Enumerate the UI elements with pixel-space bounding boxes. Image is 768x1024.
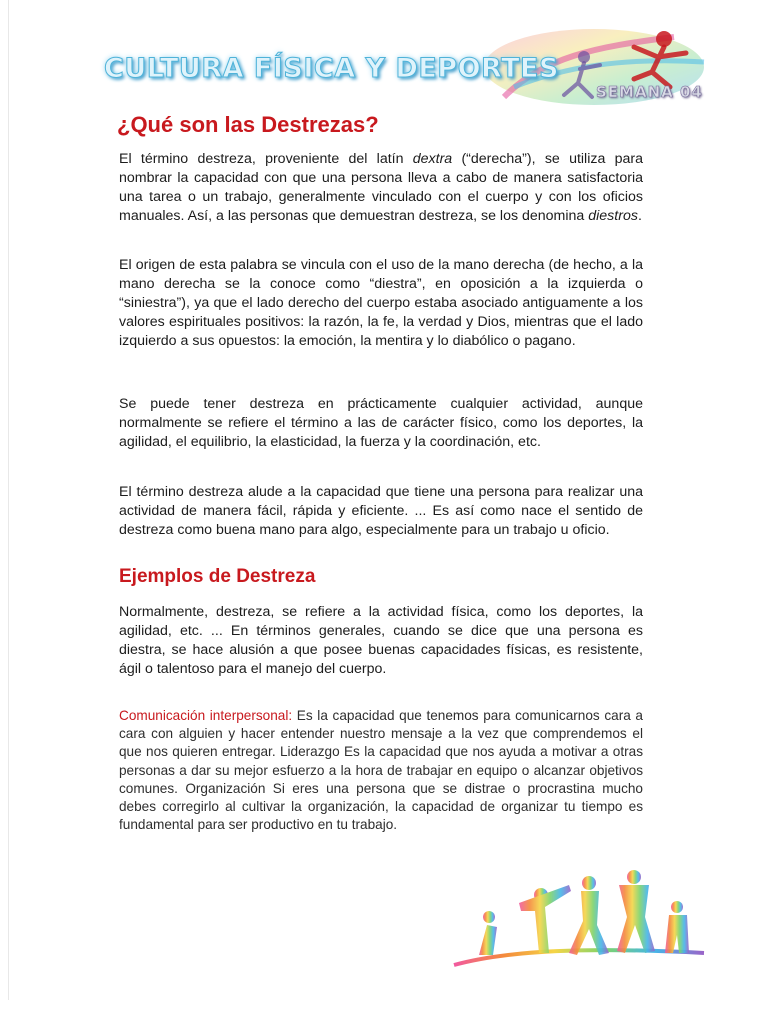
heading-que-son-destrezas: ¿Qué son las Destrezas?: [117, 112, 379, 137]
paragraph-definicion: [119, 150, 643, 226]
paragraph-text: (“derecha”), se utiliza para nombrar la capacidad con que una persona lleva a cabo de manera satisfactoria una tarea o un trabajo, generalmente vinculado con el cuerpo y con los oficios manuales. Así, a las personas que demuestran destreza, se los denomina: [119, 151, 643, 224]
paragraph-text: El término destreza, proveniente del latín: [119, 151, 413, 167]
paragraph-ejemplos: Normalmente, destreza, se refiere a la actividad física, como los deportes, la agilidad, etc. ... En términos generales, cuando se dice que una persona es diestra, se hace alusión a que posee buenas capacidades físicas, es resistente, ágil o talentoso para el manejo del cuerpo.: [119, 604, 643, 677]
term-comunicacion-interpersonal: Comunicación interpersonal:: [119, 708, 293, 723]
header-banner: [104, 45, 714, 115]
paragraph-text: Es la capacidad que tenemos para comunicarnos cara a cara con alguien y hacer entender nuestro mensaje a la vez que comprendemos el que nos quieren entregar. Liderazgo Es la capacidad que nos ayuda a motivar a otras personas a dar su mejor esfuerzo a la hora de trabajar en equipo o alcanzar objetivos comunes. Organización Si eres una persona que se distrae o procrastina mucho debes corregirlo al cultivar la organización, la capacidad de organizar tu tiempo es fundamental para ser productivo en tu trabajo.: [119, 708, 643, 833]
rainbow-athletes-silhouettes-icon: [449, 855, 711, 973]
heading-ejemplos-destreza: Ejemplos de Destreza: [119, 566, 316, 587]
document-page: [8, 0, 761, 1000]
paragraph-text: .: [637, 208, 642, 224]
paragraph-actividades: Se puede tener destreza en prácticamente cualquier actividad, aunque normalmente se refiere el término a las de carácter físico, como los deportes, la agilidad, el equilibrio, la elasticidad, la fuerza y la coordinación, etc.: [119, 396, 643, 450]
paragraph-origen: El origen de esta palabra se vincula con el uso de la mano derecha (de hecho, a la mano derecha se la conoce como “diestra”, en oposición a la izquierda o “siniestra”), ya que el lado derecho del cuerpo estaba asociado antiguamente a los valores espirituales positivos: la razón, la fe, la verdad y Dios, mientras que el lado izquierdo a sus opuestos: la emoción, la mentira y lo diabólico o pagano.: [119, 257, 643, 349]
week-label: SEMANA 04: [596, 83, 703, 101]
italic-term-diestros: diestros: [588, 208, 638, 224]
paragraph-capacidad: El término destreza alude a la capacidad que tiene una persona para realizar una actividad de manera fácil, rápida y eficiente. ... Es así como nace el sentido de destreza como buena mano para algo, especialmente para un trabajo u oficio.: [119, 484, 643, 538]
italic-term-dextra: dextra: [412, 151, 453, 167]
banner-title: CULTURA FÍSICA Y DEPORTES: [104, 53, 559, 84]
paragraph-comunicacion: [119, 707, 643, 834]
